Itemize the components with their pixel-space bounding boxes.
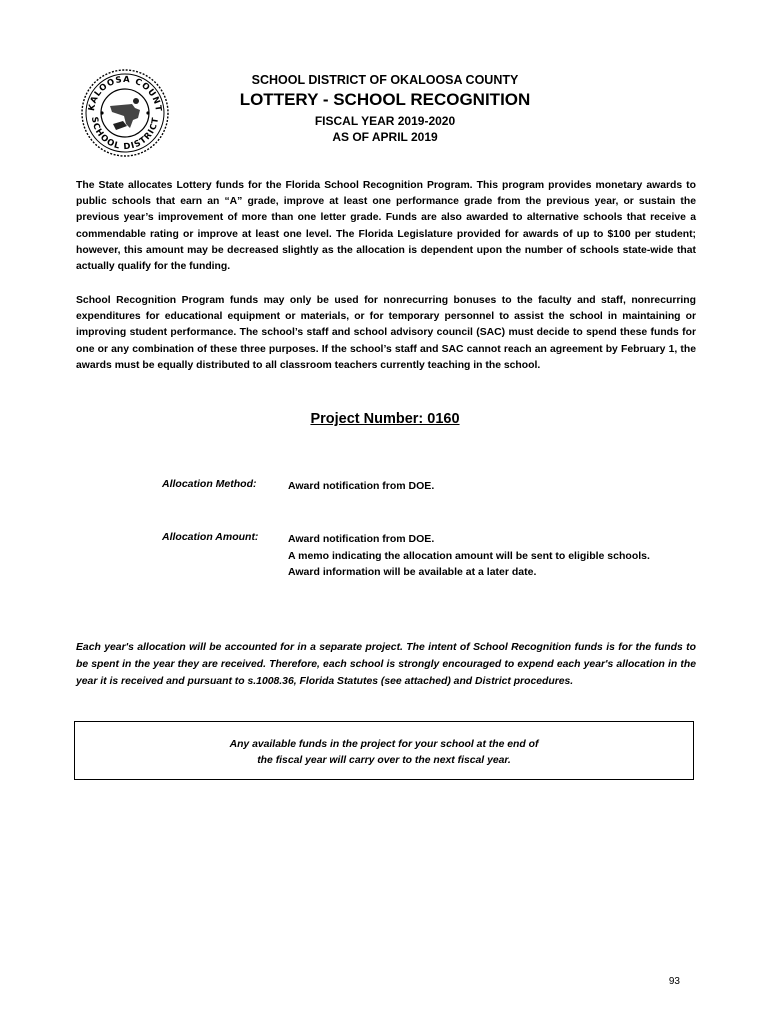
allocation-amount-line: A memo indicating the allocation amount will be sent to eligible schools.: [288, 549, 650, 562]
as-of-date: AS OF APRIL 2019: [332, 130, 438, 144]
allocation-amount-line: Award notification from DOE.: [288, 533, 435, 545]
program-description-paragraph: The State allocates Lottery funds for the Florida School Recognition Program. This program provides monetary awards to public schools that earn an “A” grade, improve at least one performance grade from the previous year, or sustain the previous year’s improvement of more than one letter grade. Funds are also awarded to alternative schools that receive a commendable rating or improve at least one level. The Florida Legislature provided for awards of up to $100 per student; however, this amount may be decreased slightly as the allocation is dependent upon the number of schools state-wide that actually qualify for the funding.: [76, 180, 696, 273]
district-name: SCHOOL DISTRICT OF OKALOOSA COUNTY: [251, 73, 519, 87]
page-number: 93: [668, 976, 680, 987]
fund-usage-paragraph: School Recognition Program funds may only be used for nonrecurring bonuses to the faculty and staff, nonrecurring expenditures for educational equipment or materials, or for temporary personnel to assist the school in maintaining or improving student performance. The school’s staff and school advisory council (SAC) must decide to spend these funds for one or any combination of these three purposes. If the school’s staff and SAC cannot reach an agreement by February 1, the awards must be equally distributed to all classroom teachers currently teaching in the school.: [76, 295, 696, 371]
seal-bottom-text: SCHOOL DISTRICT: [88, 116, 162, 153]
carryover-notice-text: [75, 737, 693, 769]
document-title: LOTTERY - SCHOOL RECOGNITION: [239, 90, 531, 109]
notice-line: the fiscal year will carry over to the next fiscal year.: [257, 755, 511, 766]
svg-text:SCHOOL DISTRICT: [89, 116, 161, 152]
carryover-notice-box: [74, 721, 694, 780]
allocation-amount-value: [288, 531, 650, 581]
seal-top-text: KALOOSA COUNT: [86, 74, 164, 113]
annual-allocation-note: Each year's allocation will be accounted for in a separate project. The intent of School Recognition funds is for the funds to be spent in the year they are received. Therefore, each school is strongly encouraged to expend each year's allocation in the year it is received and pursuant to s.1008.36, Florida Statutes (see attached) and District procedures.: [76, 642, 696, 687]
project-number: Project Number: 0160: [310, 411, 460, 427]
seal-graphic: [80, 68, 170, 158]
allocation-amount-label: Allocation Amount:: [162, 531, 259, 543]
allocation-method-value: Award notification from DOE.: [288, 480, 435, 492]
allocation-amount-line: Award information will be available at a later date.: [288, 566, 537, 578]
notice-line: Any available funds in the project for your school at the end of: [229, 739, 539, 750]
fiscal-year: FISCAL YEAR 2019-2020: [314, 114, 456, 128]
district-seal-icon: [80, 68, 170, 158]
allocation-method-label: Allocation Method:: [162, 478, 257, 490]
document-header: [190, 70, 580, 145]
